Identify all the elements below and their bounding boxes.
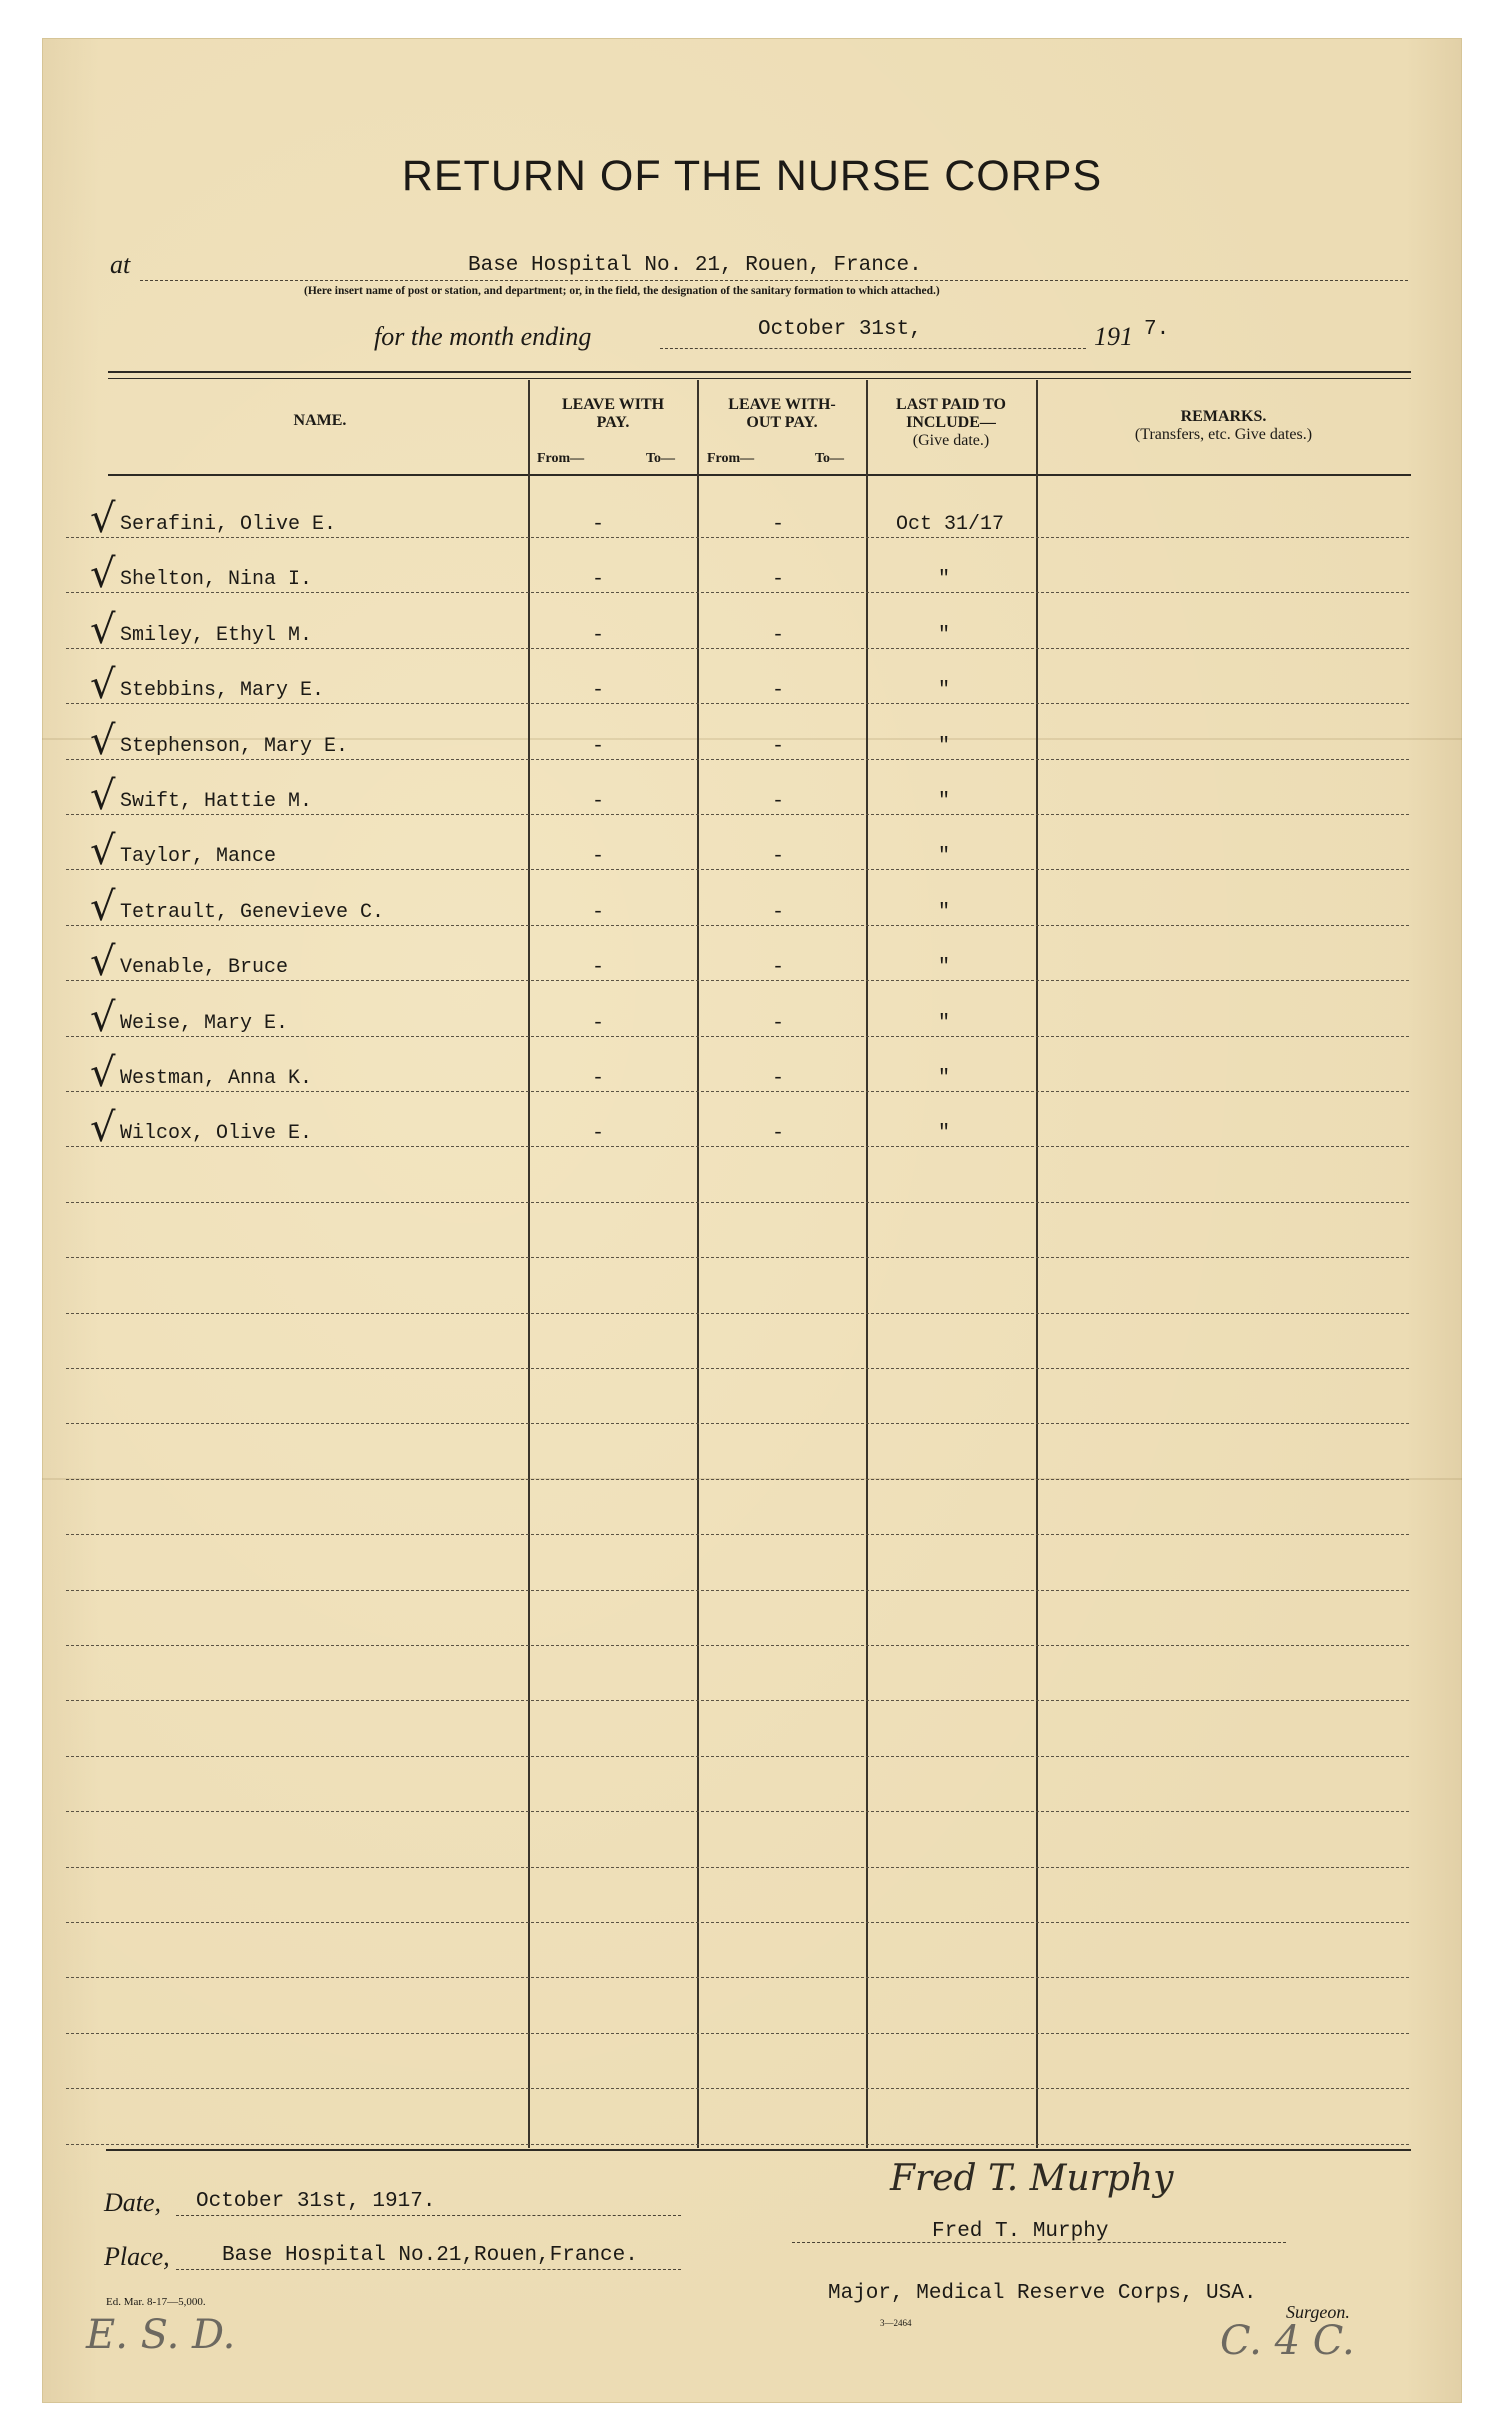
table-row (66, 1534, 1409, 1535)
month-label: for the month ending (374, 322, 592, 351)
leave-without-pay-dash: - (772, 1067, 785, 1090)
leave-with-pay-dash: - (592, 624, 605, 647)
check-mark: √ (90, 496, 116, 542)
last-paid-value: " (938, 901, 951, 924)
table-row (66, 1257, 1409, 1258)
check-mark: √ (90, 1105, 116, 1151)
nurse-name: Westman, Anna K. (120, 1067, 313, 1090)
nurse-name: Taylor, Mance (120, 845, 277, 868)
leave-with-pay-dash: - (592, 1012, 605, 1035)
nurse-name: Stebbins, Mary E. (120, 679, 325, 702)
table-row (66, 925, 1409, 926)
leave-with-pay-dash: - (592, 513, 605, 536)
table-row (66, 648, 1409, 649)
handwritten-signature: Fred T. Murphy (890, 2158, 1174, 2199)
leave-with-pay-dash: - (592, 845, 605, 868)
surgeon-label: Surgeon. (1286, 2302, 1350, 2322)
header-bottom-rule (108, 474, 1411, 476)
col-name-header: NAME. (293, 412, 347, 429)
table-row (66, 1036, 1409, 1037)
column-divider (1036, 380, 1038, 2148)
table-row (66, 703, 1409, 704)
table-row (66, 814, 1409, 815)
edition-note: Ed. Mar. 8-17—5,000. (106, 2296, 206, 2308)
last-paid-value: " (938, 1067, 951, 1090)
last-paid-value: " (938, 956, 951, 979)
table-row (66, 1091, 1409, 1092)
check-mark: √ (90, 662, 116, 708)
place-label: Place, (104, 2242, 170, 2271)
document-sheet (42, 38, 1462, 2403)
table-row (66, 1479, 1409, 1480)
at-label: at (110, 250, 131, 279)
table-row (66, 1202, 1409, 1203)
table-row (66, 980, 1409, 981)
table-row (66, 1590, 1409, 1591)
last-paid-value: " (938, 679, 951, 702)
nurse-name: Wilcox, Olive E. (120, 1122, 313, 1145)
table-row (66, 1146, 1409, 1147)
leave-with-pay-dash: - (592, 568, 605, 591)
leave-without-pay-dash: - (772, 790, 785, 813)
last-paid-value: " (938, 568, 951, 591)
table-row (66, 759, 1409, 760)
date-line (176, 2215, 681, 2216)
col-leave-nopay-line1: LEAVE WITH- (728, 396, 836, 413)
last-paid-value: Oct 31/17 (896, 513, 1005, 536)
leave-without-pay-dash: - (772, 845, 785, 868)
station-value: Base Hospital No. 21, Rouen, France. (468, 254, 922, 277)
col-last-paid-line1: LAST PAID TO (896, 396, 1006, 413)
nurse-name: Swift, Hattie M. (120, 790, 313, 813)
leave-without-pay-dash: - (772, 568, 785, 591)
table-row (66, 1423, 1409, 1424)
col-last-paid-line3: (Give date.) (912, 432, 990, 449)
signer-name: Fred T. Murphy (932, 2220, 1109, 2243)
nurse-name: Shelton, Nina I. (120, 568, 313, 591)
leave-without-pay-dash: - (772, 624, 785, 647)
col-leave-pay-line1: LEAVE WITH (561, 396, 665, 413)
leave-without-pay-dash: - (772, 679, 785, 702)
station-hint: (Here insert name of post or station, and department; or, in the field, the designation of the sanitary formation to which attached.) (304, 285, 940, 297)
col-leave-nopay-line2: OUT PAY. (746, 414, 818, 431)
table-row (66, 1368, 1409, 1369)
check-mark: √ (90, 607, 116, 653)
table-bottom-rule (106, 2149, 1411, 2151)
leave-with-pay-dash: - (592, 735, 605, 758)
nurse-name: Weise, Mary E. (120, 1012, 289, 1035)
check-mark: √ (90, 828, 116, 874)
table-row (66, 1313, 1409, 1314)
check-mark: √ (90, 884, 116, 930)
leave-with-pay-dash: - (592, 1067, 605, 1090)
leave-without-pay-dash: - (772, 1012, 785, 1035)
table-row (66, 2144, 1409, 2145)
month-line (660, 348, 1086, 349)
signer-title: Major, Medical Reserve Corps, USA. (828, 2282, 1257, 2305)
date-value: October 31st, 1917. (196, 2190, 436, 2213)
header-top-rule (108, 371, 1411, 373)
check-mark: √ (90, 1050, 116, 1096)
form-title: RETURN OF THE NURSE CORPS (401, 152, 1103, 200)
table-row (66, 1756, 1409, 1757)
check-mark: √ (90, 773, 116, 819)
col-remarks-line1: REMARKS. (1180, 408, 1267, 425)
last-paid-value: " (938, 735, 951, 758)
table-row (66, 1811, 1409, 1812)
col-leave-pay-header (528, 396, 698, 432)
leave-with-pay-dash: - (592, 790, 605, 813)
last-paid-value: " (938, 845, 951, 868)
column-divider (866, 380, 868, 2148)
table-row (66, 1922, 1409, 1923)
leave-without-pay-dash: - (772, 513, 785, 536)
table-row (66, 1867, 1409, 1868)
nurse-name: Serafini, Olive E. (120, 513, 337, 536)
leave-with-pay-dash: - (592, 956, 605, 979)
check-mark: √ (90, 718, 116, 764)
col-last-paid-header (866, 396, 1036, 450)
nurse-name: Tetrault, Genevieve C. (120, 901, 385, 924)
year-suffix: 7. (1144, 318, 1170, 341)
handwritten-initials-right: C. 4 C. (1220, 2318, 1355, 2364)
table-row (66, 869, 1409, 870)
leave-without-pay-dash: - (772, 1122, 785, 1145)
table-row (66, 1700, 1409, 1701)
table-row (66, 592, 1409, 593)
check-mark: √ (90, 939, 116, 985)
leave-without-pay-dash: - (772, 956, 785, 979)
year-prefix: 191 (1094, 322, 1133, 351)
table-row (66, 537, 1409, 538)
leave-pay-from: From— (537, 451, 585, 466)
leave-nopay-from: From— (707, 451, 755, 466)
leave-with-pay-dash: - (592, 901, 605, 924)
column-divider (697, 380, 699, 2148)
col-leave-pay-line2: PAY. (596, 414, 630, 431)
last-paid-value: " (938, 1122, 951, 1145)
station-line (140, 280, 1408, 281)
table-row (66, 2088, 1409, 2089)
leave-nopay-to: To— (815, 451, 845, 466)
col-last-paid-line2: INCLUDE— (906, 414, 996, 431)
check-mark: √ (90, 551, 116, 597)
last-paid-value: " (938, 1012, 951, 1035)
leave-without-pay-dash: - (772, 901, 785, 924)
leave-without-pay-dash: - (772, 735, 785, 758)
month-value: October 31st, (758, 318, 922, 341)
date-label: Date, (104, 2188, 162, 2217)
nurse-name: Venable, Bruce (120, 956, 289, 979)
place-value: Base Hospital No.21,Rouen,France. (222, 2244, 638, 2267)
table-row (66, 1645, 1409, 1646)
col-remarks-line2: (Transfers, etc. Give dates.) (1134, 426, 1313, 443)
last-paid-value: " (938, 624, 951, 647)
place-line (176, 2269, 681, 2270)
handwritten-initials-left: E. S. D. (86, 2312, 236, 2358)
col-remarks-header (1036, 408, 1411, 444)
nurse-name: Stephenson, Mary E. (120, 735, 349, 758)
nurse-name: Smiley, Ethyl M. (120, 624, 313, 647)
leave-with-pay-dash: - (592, 1122, 605, 1145)
leave-with-pay-dash: - (592, 679, 605, 702)
table-row (66, 1977, 1409, 1978)
last-paid-value: " (938, 790, 951, 813)
check-mark: √ (90, 995, 116, 1041)
header-top-rule (108, 378, 1411, 379)
leave-pay-to: To— (646, 451, 676, 466)
col-leave-nopay-header (697, 396, 867, 432)
form-number: 3—2464 (880, 2318, 912, 2328)
column-divider (528, 380, 530, 2148)
table-row (66, 2033, 1409, 2034)
